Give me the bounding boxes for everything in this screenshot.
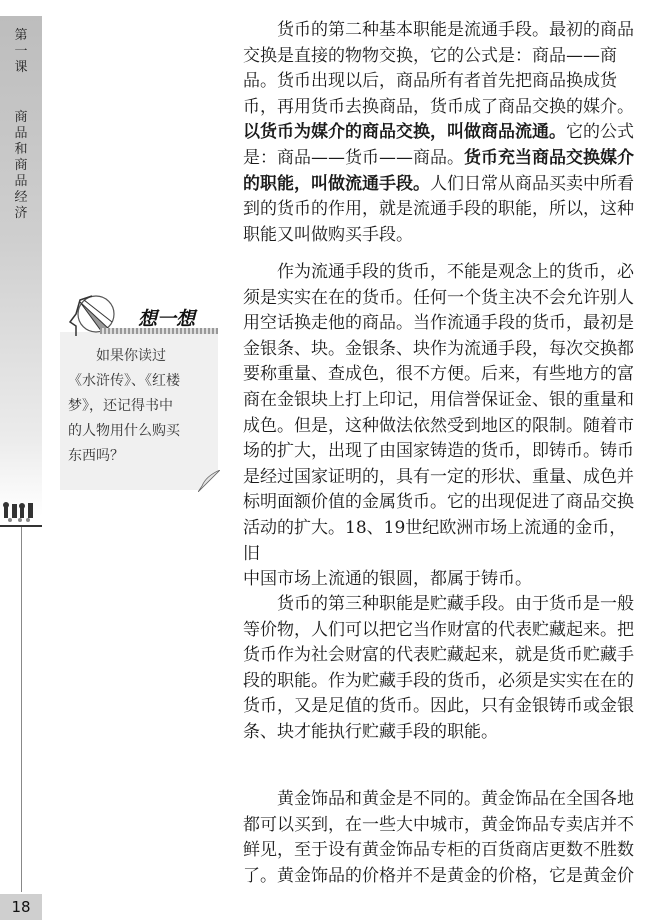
text-line bbox=[243, 95, 635, 121]
text-segment: 商在金银块上打上印记，用信誉保证金、银的重量和 bbox=[243, 389, 634, 410]
lesson-title-char: 济 bbox=[14, 206, 28, 221]
text-line bbox=[243, 44, 635, 70]
text-segment: 中国市场上流通的银圆，都属于铸币。 bbox=[243, 569, 532, 590]
lesson-number-char: 一 bbox=[14, 44, 28, 59]
lesson-title-char: 和 bbox=[14, 142, 28, 157]
lesson-title bbox=[0, 110, 42, 222]
think-line: 如果你读过 bbox=[68, 348, 166, 364]
text-line bbox=[243, 669, 635, 695]
text-segment: 货币，又是足值的货币。因此，只有金银铸币或金银 bbox=[243, 696, 634, 717]
text-segment: 须是实实在在的货币。任何一个货主决不会允许别人 bbox=[243, 287, 634, 308]
text-segment: 是经过国家证明的，具有一定的形状、重量、成色并 bbox=[243, 466, 634, 487]
text-segment: 货币作为社会财富的代表贮藏起来，就是货币贮藏手 bbox=[243, 645, 634, 666]
emphasized-definition: 的职能，叫做流通手段。 bbox=[243, 173, 430, 194]
text-segment: 品。货币出现以后，商品所有者首先把商品换成货 bbox=[243, 71, 617, 92]
paragraph-store-of-value bbox=[243, 592, 635, 746]
text-line bbox=[243, 490, 635, 516]
paragraph-gold-jewelry bbox=[243, 787, 635, 889]
text-line bbox=[243, 197, 635, 223]
text-segment: 了。黄金饰品的价格并不是黄金的价格，它是黄金价 bbox=[243, 865, 634, 886]
tools-decoration-icon bbox=[2, 500, 38, 522]
text-line bbox=[243, 362, 635, 388]
text-segment: 条、块才能执行贮藏手段的职能。 bbox=[243, 721, 498, 742]
text-line bbox=[243, 516, 635, 567]
text-line bbox=[243, 414, 635, 440]
lesson-title-char: 品 bbox=[14, 126, 28, 141]
lesson-title-char: 经 bbox=[14, 190, 28, 205]
text-line bbox=[243, 223, 635, 249]
think-line: 的人物用什么购买 bbox=[68, 423, 180, 439]
think-box bbox=[60, 292, 220, 492]
text-line bbox=[243, 286, 635, 312]
text-segment: 货币的第三种职能是贮藏手段。由于货币是一般 bbox=[243, 594, 634, 614]
text-segment: 段的职能。作为贮藏手段的货币，必须是实实在在的 bbox=[243, 670, 634, 691]
text-line bbox=[243, 465, 635, 491]
lesson-number-char: 课 bbox=[14, 60, 28, 75]
margin-rule bbox=[21, 527, 22, 892]
page-number: 18 bbox=[0, 894, 42, 920]
text-line bbox=[243, 439, 635, 465]
text-segment: 成色。但是，这种做法依然受到地区的限制。随着市 bbox=[243, 415, 634, 436]
text-segment: 人们日常从商品买卖中所看 bbox=[430, 173, 634, 194]
think-box-title: 想一想 bbox=[138, 308, 196, 330]
paragraph-coinage bbox=[243, 260, 635, 593]
thinking-head-icon bbox=[62, 292, 122, 342]
text-line bbox=[243, 787, 635, 813]
lesson-number-char: 第 bbox=[14, 28, 28, 43]
text-segment: 交换是直接的物物交换，它的公式是：商品——商 bbox=[243, 45, 617, 66]
text-segment: 场的扩大，出现了由国家铸造的货币，即铸币。铸币 bbox=[243, 441, 634, 462]
emphasized-definition: 以货币为媒介的商品交换，叫做商品流通。 bbox=[243, 122, 566, 143]
text-line bbox=[243, 146, 635, 172]
paragraph-circulation-function bbox=[243, 18, 635, 248]
think-line: 东西吗？ bbox=[68, 448, 124, 464]
text-line bbox=[243, 260, 635, 286]
text-line bbox=[243, 311, 635, 337]
lesson-title-char: 商 bbox=[14, 158, 28, 173]
text-line bbox=[243, 694, 635, 720]
text-line bbox=[243, 69, 635, 95]
think-box-question bbox=[68, 344, 213, 469]
text-segment: 它的公式 bbox=[566, 122, 634, 143]
text-segment: 金银条、块。金银条、块作为流通手段，每次交换都 bbox=[243, 338, 634, 359]
text-line bbox=[243, 813, 635, 839]
text-line bbox=[243, 618, 635, 644]
text-line bbox=[243, 592, 635, 618]
text-line bbox=[243, 18, 635, 44]
text-segment: 鲜见，至于设有黄金饰品专柜的百货商店更数不胜数 bbox=[243, 840, 634, 861]
text-line bbox=[243, 388, 635, 414]
text-segment: 活动的扩大。18、19世纪欧洲市场上流通的金币，旧 bbox=[243, 517, 627, 564]
text-segment: 用空话换走他的商品。当作流通手段的货币，最初是 bbox=[243, 313, 634, 334]
text-line bbox=[243, 864, 635, 890]
text-segment: 都可以买到，在一些大中城市，黄金饰品专卖店并不 bbox=[243, 814, 634, 835]
lesson-title-char: 品 bbox=[14, 174, 28, 189]
text-line bbox=[243, 337, 635, 363]
text-segment: 要称重量、查成色，很不方便。后来，有些地方的富 bbox=[243, 364, 634, 385]
text-line bbox=[243, 838, 635, 864]
text-line bbox=[243, 120, 635, 146]
text-segment: 作为流通手段的货币，不能是观念上的货币，必 bbox=[243, 262, 634, 282]
text-line bbox=[243, 643, 635, 669]
think-line: 《水浒传》、《红楼 bbox=[68, 373, 180, 389]
lesson-number bbox=[0, 28, 42, 76]
emphasized-definition: 货币充当商品交换媒介 bbox=[464, 147, 634, 168]
text-segment: 黄金饰品和黄金是不同的。黄金饰品在全国各地 bbox=[243, 789, 634, 809]
lesson-title-char: 商 bbox=[14, 110, 28, 125]
text-segment: 职能又叫做购买手段。 bbox=[243, 224, 413, 245]
text-line bbox=[243, 567, 635, 593]
text-line bbox=[243, 172, 635, 198]
text-segment: 货币的第二种基本职能是流通手段。最初的商品 bbox=[243, 20, 634, 40]
text-segment: 币，再用货币去换商品，货币成了商品交换的媒介。 bbox=[243, 96, 634, 117]
think-line: 梦》，还记得书中 bbox=[68, 398, 173, 414]
text-segment: 标明面额价值的金属货币。它的出现促进了商品交换 bbox=[243, 492, 634, 513]
text-segment: 等价物，人们可以把它当作财富的代表贮藏起来。把 bbox=[243, 619, 634, 640]
text-segment: 到的货币的作用，就是流通手段的职能，所以，这种 bbox=[243, 199, 634, 220]
text-line bbox=[243, 720, 635, 746]
lesson-side-tab bbox=[0, 16, 42, 516]
text-segment: 是：商品——货币——商品。 bbox=[243, 147, 464, 168]
page-curl-icon bbox=[198, 470, 220, 492]
